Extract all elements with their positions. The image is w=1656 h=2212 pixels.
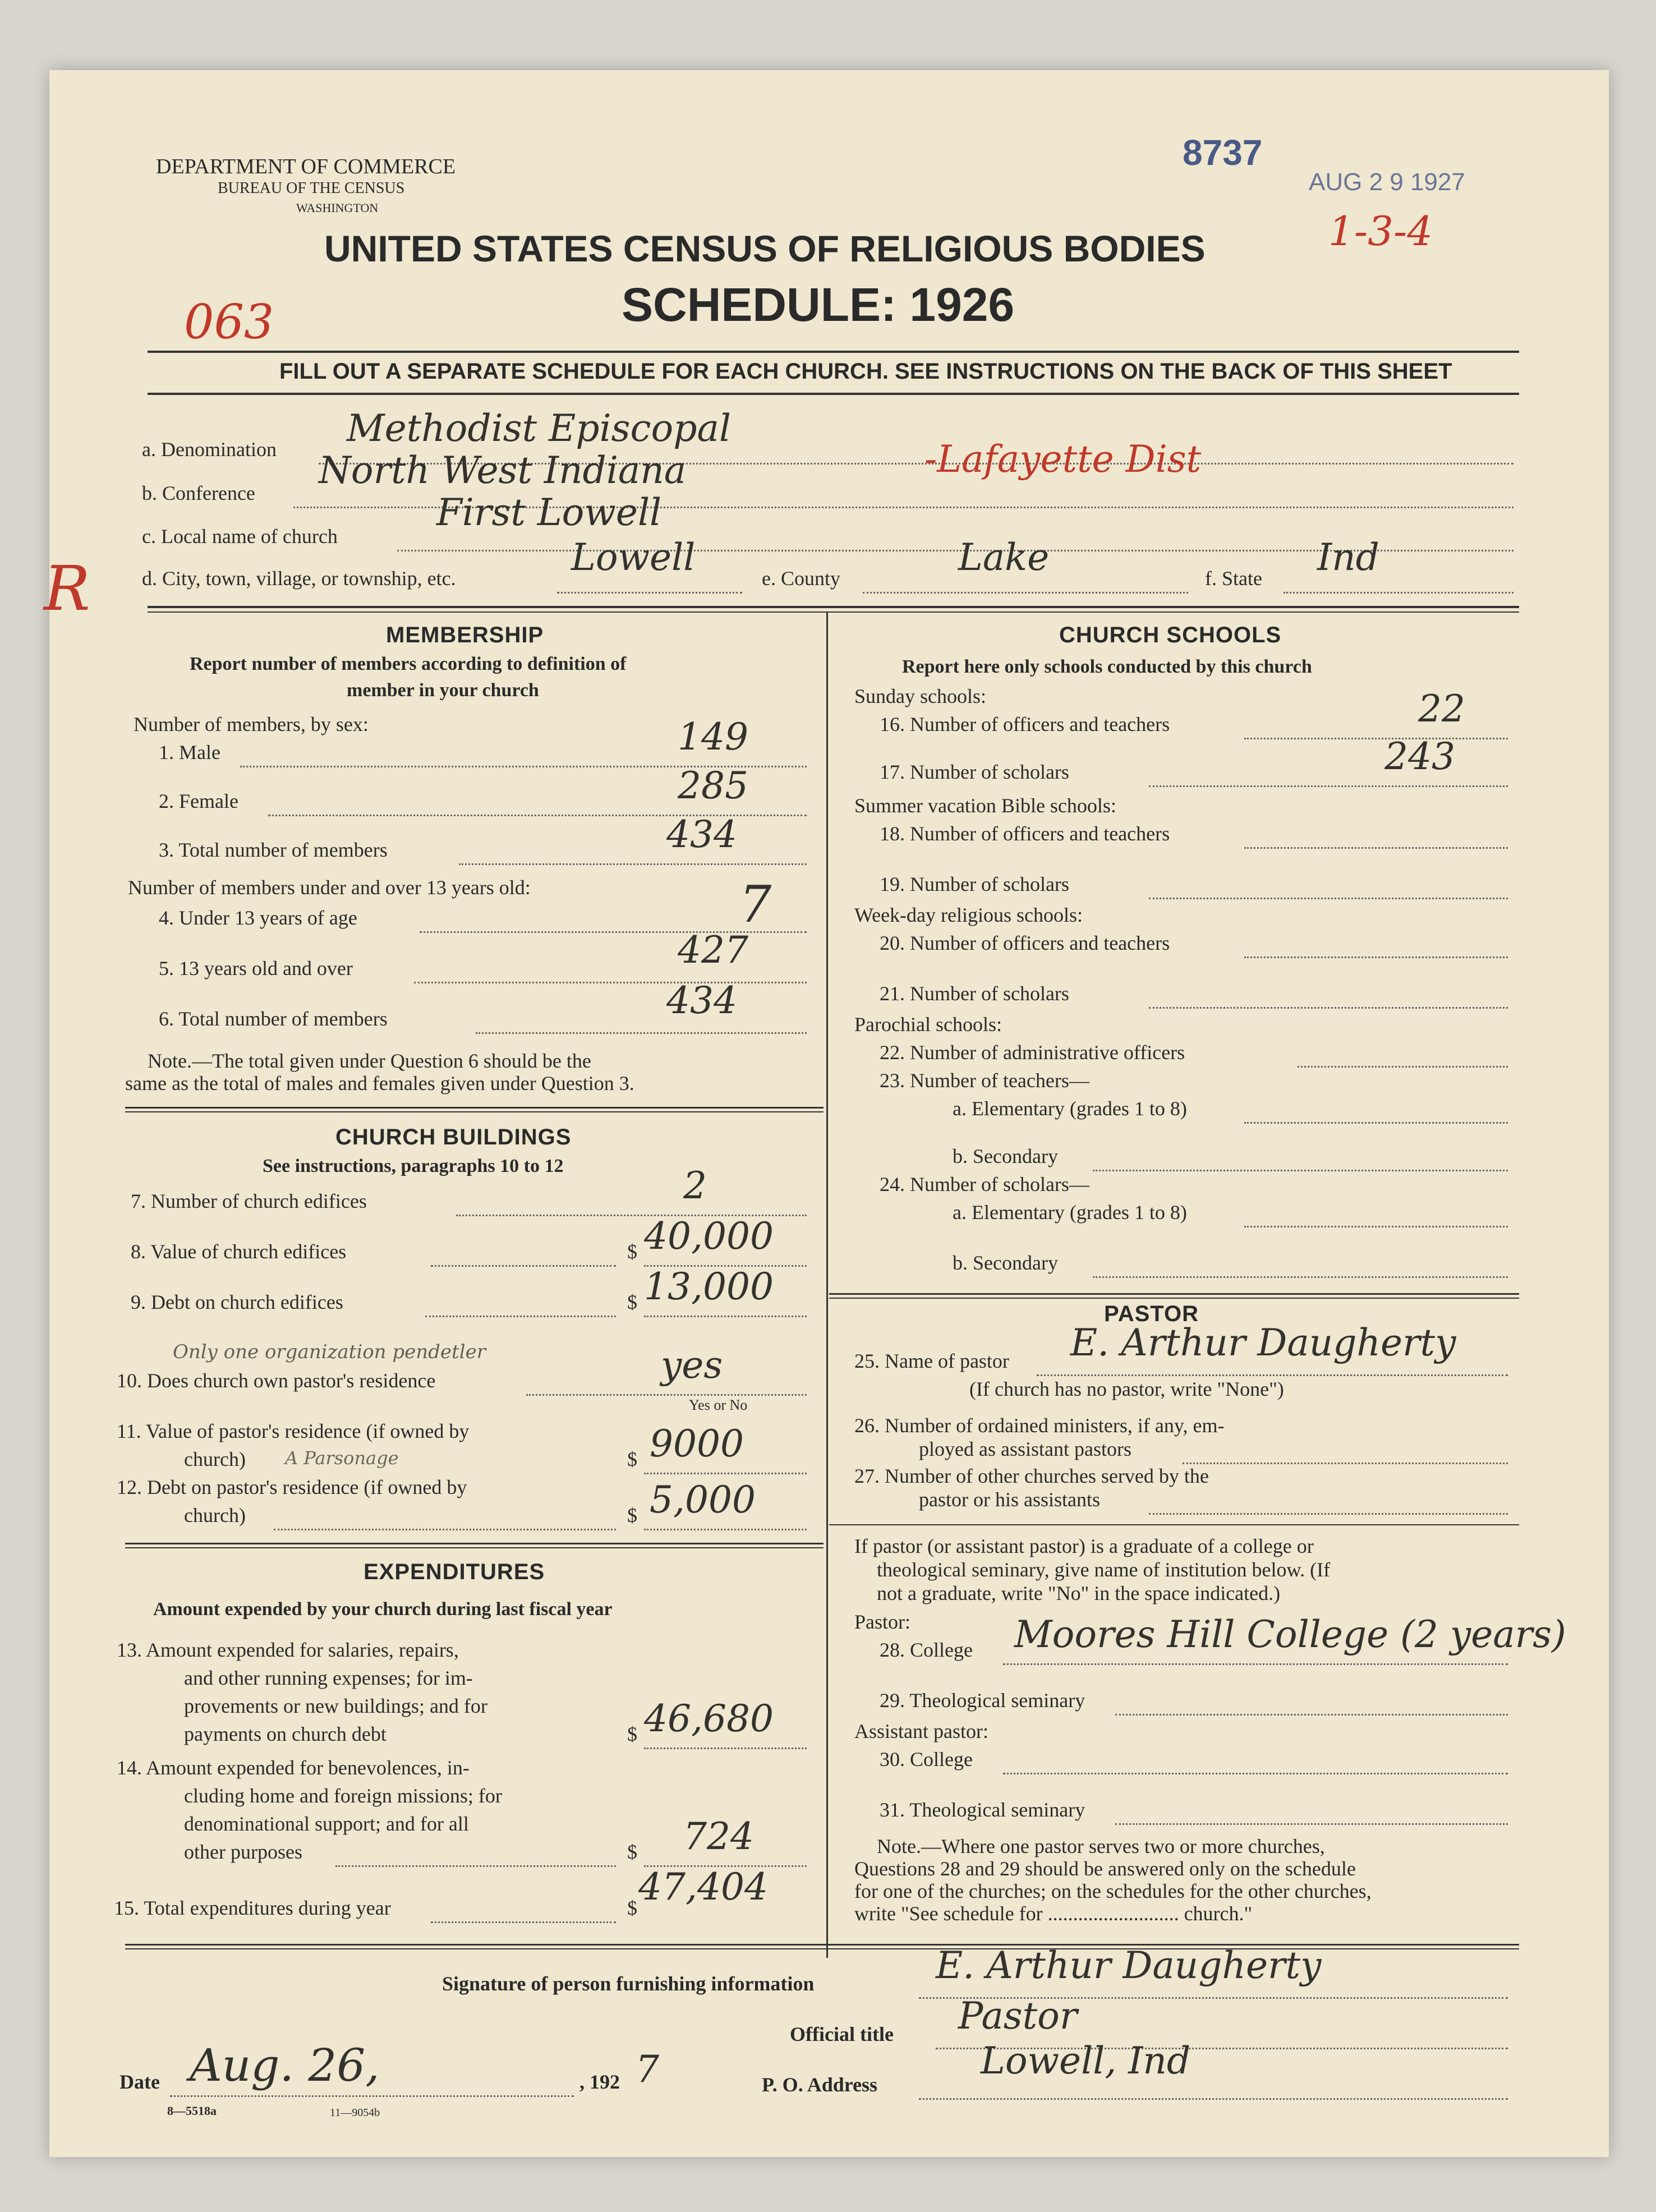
membership-intro-2: member in your church xyxy=(347,680,539,701)
county-label: e. County xyxy=(762,567,840,590)
q17-line xyxy=(1149,785,1508,787)
q27-label-2: pastor or his assistants xyxy=(919,1488,1100,1511)
buildings-sub: See instructions, paragraphs 10 to 12 xyxy=(263,1156,564,1176)
q28-line xyxy=(1003,1663,1508,1665)
q2-female-value: 285 xyxy=(678,764,748,807)
q11-dollar: $ xyxy=(627,1448,637,1470)
q3-line xyxy=(459,863,807,865)
divider xyxy=(125,1111,824,1112)
q7-edifices-value: 2 xyxy=(683,1164,707,1207)
q9-dollar: $ xyxy=(627,1291,637,1313)
parsonage-note: A Parsonage xyxy=(285,1447,399,1469)
instruction-line: FILL OUT A SEPARATE SCHEDULE FOR EACH CHURCH. SEE INSTRUCTIONS ON THE BACK OF THIS SHEET xyxy=(279,359,1452,384)
city-value: Lowell xyxy=(571,536,696,579)
conference-value: North West Indiana xyxy=(319,449,687,492)
q20-line xyxy=(1244,956,1508,958)
q11-label-2: church) xyxy=(184,1448,246,1470)
q23b-label: b. Secondary xyxy=(953,1145,1058,1167)
q29-label: 29. Theological seminary xyxy=(880,1689,1085,1712)
q13-value-line xyxy=(644,1747,807,1749)
q11-residence-value: 9000 xyxy=(650,1422,744,1465)
q13-label-3: provements or new buildings; and for xyxy=(184,1695,487,1717)
q22-line xyxy=(1298,1066,1508,1068)
q14-label: 14. Amount expended for benevolences, in- xyxy=(117,1756,470,1779)
state-value: Ind xyxy=(1317,536,1379,579)
divider xyxy=(148,606,1519,608)
q18-line xyxy=(1244,847,1508,849)
q24b-line xyxy=(1093,1276,1508,1278)
q12-residence-debt-value: 5,000 xyxy=(650,1478,756,1521)
q9-label: 9. Debt on church edifices xyxy=(131,1291,343,1313)
district-note: -Lafayette Dist xyxy=(924,438,1202,481)
q26-label-2: ployed as assistant pastors xyxy=(919,1438,1131,1460)
q27-label: 27. Number of other churches served by the xyxy=(854,1465,1209,1487)
form-code-2: 11—9054b xyxy=(330,2107,380,2119)
parochial-heading: Parochial schools: xyxy=(854,1013,1002,1036)
q1-male-value: 149 xyxy=(678,715,748,758)
q15-total-expenditures-value: 47,404 xyxy=(638,1865,768,1909)
form-code: 8—5518a xyxy=(167,2104,217,2118)
q23a-label: a. Elementary (grades 1 to 8) xyxy=(953,1097,1187,1120)
membership-title: MEMBERSHIP xyxy=(386,623,544,647)
q31-label: 31. Theological seminary xyxy=(880,1799,1085,1821)
buildings-title: CHURCH BUILDINGS xyxy=(335,1125,572,1149)
official-title-value: Pastor xyxy=(958,1994,1078,2038)
q9-debt-value: 13,000 xyxy=(644,1265,774,1308)
expenditures-sub: Amount expended by your church during last fiscal year xyxy=(153,1599,613,1620)
q14-dollar: $ xyxy=(627,1841,637,1863)
q10-owns-residence-value: yes xyxy=(661,1344,723,1387)
q12-line xyxy=(274,1529,616,1530)
q8-line xyxy=(431,1265,616,1267)
q2-label: 2. Female xyxy=(159,790,238,812)
q17-sunday-scholars-value: 243 xyxy=(1384,735,1455,778)
po-address-line xyxy=(919,2098,1508,2100)
q21-line xyxy=(1149,1007,1508,1009)
weekday-heading: Week-day religious schools: xyxy=(854,904,1083,926)
q13-label-2: and other running expenses; for im- xyxy=(184,1667,473,1689)
state-label: f. State xyxy=(1205,567,1262,590)
q25-hint: (If church has no pastor, write "None") xyxy=(969,1378,1284,1400)
q13-label-4: payments on church debt xyxy=(184,1723,387,1745)
q24-label: 24. Number of scholars— xyxy=(880,1173,1089,1195)
file-number: 8737 xyxy=(1183,132,1263,173)
q5-over13-value: 427 xyxy=(678,928,748,972)
q29-line xyxy=(1115,1714,1508,1716)
q8-edifice-value: 40,000 xyxy=(644,1215,774,1258)
q1-label: 1. Male xyxy=(159,741,220,764)
q15-dollar: $ xyxy=(627,1897,637,1919)
membership-note-2: same as the total of males and females given under Question 3. xyxy=(125,1072,634,1094)
official-title-label: Official title xyxy=(790,2023,894,2045)
denomination-value: Methodist Episcopal xyxy=(347,407,731,450)
divider xyxy=(148,611,1519,613)
q9-value-line xyxy=(644,1316,807,1317)
q20-label: 20. Number of officers and teachers xyxy=(880,932,1170,954)
city-label: d. City, town, village, or township, etc. xyxy=(142,567,456,590)
schools-sub: Report here only schools conducted by this church xyxy=(902,656,1312,677)
po-address-value: Lowell, Ind xyxy=(981,2039,1191,2082)
q25-pastor-name-value: E. Arthur Daugherty xyxy=(1070,1321,1456,1364)
graduate-instruction-3: not a graduate, write "No" in the space indicated.) xyxy=(877,1582,1281,1604)
department-label: DEPARTMENT OF COMMERCE xyxy=(156,155,456,178)
q31-line xyxy=(1115,1823,1508,1825)
summer-heading: Summer vacation Bible schools: xyxy=(854,794,1116,817)
expenditures-title: EXPENDITURES xyxy=(364,1560,545,1584)
signature-label: Signature of person furnishing information xyxy=(442,1972,815,1995)
q8-label: 8. Value of church edifices xyxy=(131,1240,347,1263)
q21-label: 21. Number of scholars xyxy=(880,982,1069,1005)
sunday-heading: Sunday schools: xyxy=(854,685,987,707)
q24b-label: b. Secondary xyxy=(953,1252,1058,1274)
q25-line xyxy=(1037,1374,1508,1376)
date-line xyxy=(170,2095,574,2097)
year-prefix: , 192 xyxy=(579,2071,620,2093)
form-subtitle: SCHEDULE: 1926 xyxy=(622,278,1015,331)
divider xyxy=(125,1543,824,1544)
conference-label: b. Conference xyxy=(142,482,255,504)
q14-benevolences-value: 724 xyxy=(683,1815,754,1858)
q22-label: 22. Number of administrative officers xyxy=(880,1041,1185,1064)
q14-label-2: cluding home and foreign missions; for xyxy=(184,1785,502,1807)
q23-label: 23. Number of teachers— xyxy=(880,1069,1089,1092)
q6-label: 6. Total number of members xyxy=(159,1008,388,1030)
q5-line xyxy=(414,982,807,983)
red-number-note: 063 xyxy=(184,295,274,349)
q27-line xyxy=(1149,1513,1508,1515)
divider xyxy=(125,1547,824,1548)
q12-label-2: church) xyxy=(184,1504,246,1526)
q10-label: 10. Does church own pastor's residence xyxy=(117,1369,436,1392)
q7-label: 7. Number of church edifices xyxy=(131,1190,367,1212)
local-name-label: c. Local name of church xyxy=(142,525,338,548)
yes-no-hint: Yes or No xyxy=(689,1397,748,1413)
q23a-line xyxy=(1244,1122,1508,1124)
q14-label-4: other purposes xyxy=(184,1841,302,1863)
census-schedule-sheet xyxy=(44,70,1609,2157)
pastor-note-4: write "See schedule for .......................... church." xyxy=(854,1902,1253,1925)
divider xyxy=(148,393,1519,395)
membership-note: Note.—The total given under Question 6 should be the xyxy=(148,1050,591,1072)
schools-title: CHURCH SCHOOLS xyxy=(1059,623,1282,647)
pastor-subheading: Pastor: xyxy=(854,1611,911,1633)
members-by-sex-heading: Number of members, by sex: xyxy=(134,713,369,735)
year-digit: 7 xyxy=(636,2048,659,2091)
graduate-instruction-2: theological seminary, give name of institution below. (If xyxy=(877,1558,1331,1581)
q25-label: 25. Name of pastor xyxy=(854,1350,1009,1372)
age-heading: Number of members under and over 13 years old: xyxy=(128,876,531,899)
q6-total-value: 434 xyxy=(666,979,737,1022)
local-name-value: First Lowell xyxy=(436,491,662,534)
q11-value-line xyxy=(644,1473,807,1474)
organization-handnote: Only one organization pendetler xyxy=(173,1341,486,1363)
q28-label: 28. College xyxy=(880,1639,973,1661)
q4-under13-value: 7 xyxy=(739,875,772,934)
q16-line xyxy=(1244,738,1508,739)
pastor-note-2: Questions 28 and 29 should be answered only on the schedule xyxy=(854,1857,1356,1880)
assistant-subheading: Assistant pastor: xyxy=(854,1720,988,1742)
signature-value: E. Arthur Daugherty xyxy=(936,1944,1322,1987)
margin-r-mark: R xyxy=(44,553,90,624)
q23b-line xyxy=(1093,1170,1508,1171)
q28-college-value: Moores Hill College (2 years) xyxy=(1014,1613,1566,1656)
q19-label: 19. Number of scholars xyxy=(880,873,1069,895)
column-divider xyxy=(826,611,828,1958)
bureau-label: BUREAU OF THE CENSUS xyxy=(218,180,405,197)
q6-line xyxy=(476,1032,807,1034)
q14-line xyxy=(335,1865,616,1867)
divider xyxy=(829,1524,1519,1525)
q13-dollar: $ xyxy=(627,1723,637,1745)
q17-label: 17. Number of scholars xyxy=(880,761,1069,783)
q4-label: 4. Under 13 years of age xyxy=(159,907,357,929)
state-line xyxy=(1284,592,1514,594)
county-line xyxy=(863,592,1188,594)
q11-label: 11. Value of pastor's residence (if owned by xyxy=(117,1420,470,1442)
divider xyxy=(829,1293,1519,1295)
q13-running-expenses-value: 46,680 xyxy=(644,1697,774,1740)
q5-label: 5. 13 years old and over xyxy=(159,957,353,979)
date-value: Aug. 26, xyxy=(190,2039,380,2091)
pastor-note-3: for one of the churches; on the schedules for the other churches, xyxy=(854,1880,1372,1902)
form-title: UNITED STATES CENSUS OF RELIGIOUS BODIES xyxy=(324,228,1206,269)
q10-line xyxy=(526,1394,807,1396)
graduate-instruction: If pastor (or assistant pastor) is a graduate of a college or xyxy=(854,1535,1314,1557)
county-value: Lake xyxy=(958,536,1050,579)
q16-sunday-teachers-value: 22 xyxy=(1418,687,1465,730)
divider xyxy=(148,351,1519,353)
q26-line xyxy=(1183,1463,1508,1464)
q13-label: 13. Amount expended for salaries, repairs, xyxy=(117,1639,459,1661)
q12-dollar: $ xyxy=(627,1504,637,1526)
q3-label: 3. Total number of members xyxy=(159,839,388,861)
q15-label: 15. Total expenditures during year xyxy=(114,1897,391,1919)
pastor-note: Note.—Where one pastor serves two or more churches, xyxy=(877,1835,1325,1857)
q19-line xyxy=(1149,898,1508,899)
divider xyxy=(125,1107,824,1109)
red-code-note: 1-3-4 xyxy=(1328,208,1433,255)
q26-label: 26. Number of ordained ministers, if any, em- xyxy=(854,1414,1225,1437)
received-date-stamp: AUG 2 9 1927 xyxy=(1309,168,1465,196)
date-label: Date xyxy=(119,2071,160,2093)
q12-label: 12. Debt on pastor's residence (if owned by xyxy=(117,1476,467,1498)
q24a-label: a. Elementary (grades 1 to 8) xyxy=(953,1201,1187,1224)
po-address-label: P. O. Address xyxy=(762,2073,878,2096)
city-line xyxy=(557,592,742,594)
q30-line xyxy=(1003,1773,1508,1774)
membership-intro: Report number of members according to definition of xyxy=(190,654,627,674)
q18-label: 18. Number of officers and teachers xyxy=(880,822,1170,845)
q8-dollar: $ xyxy=(627,1240,637,1263)
pastor-title: PASTOR xyxy=(1104,1302,1199,1326)
q12-value-line xyxy=(644,1529,807,1530)
divider xyxy=(829,1298,1519,1299)
q24a-line xyxy=(1244,1226,1508,1227)
q30-label: 30. College xyxy=(880,1748,973,1770)
q16-label: 16. Number of officers and teachers xyxy=(880,713,1170,735)
q14-label-3: denominational support; and for all xyxy=(184,1813,469,1835)
q15-line xyxy=(431,1921,616,1923)
q3-total-value: 434 xyxy=(666,813,737,856)
q9-line xyxy=(425,1316,616,1317)
denomination-label: a. Denomination xyxy=(142,438,277,461)
city-label: WASHINGTON xyxy=(296,201,379,215)
